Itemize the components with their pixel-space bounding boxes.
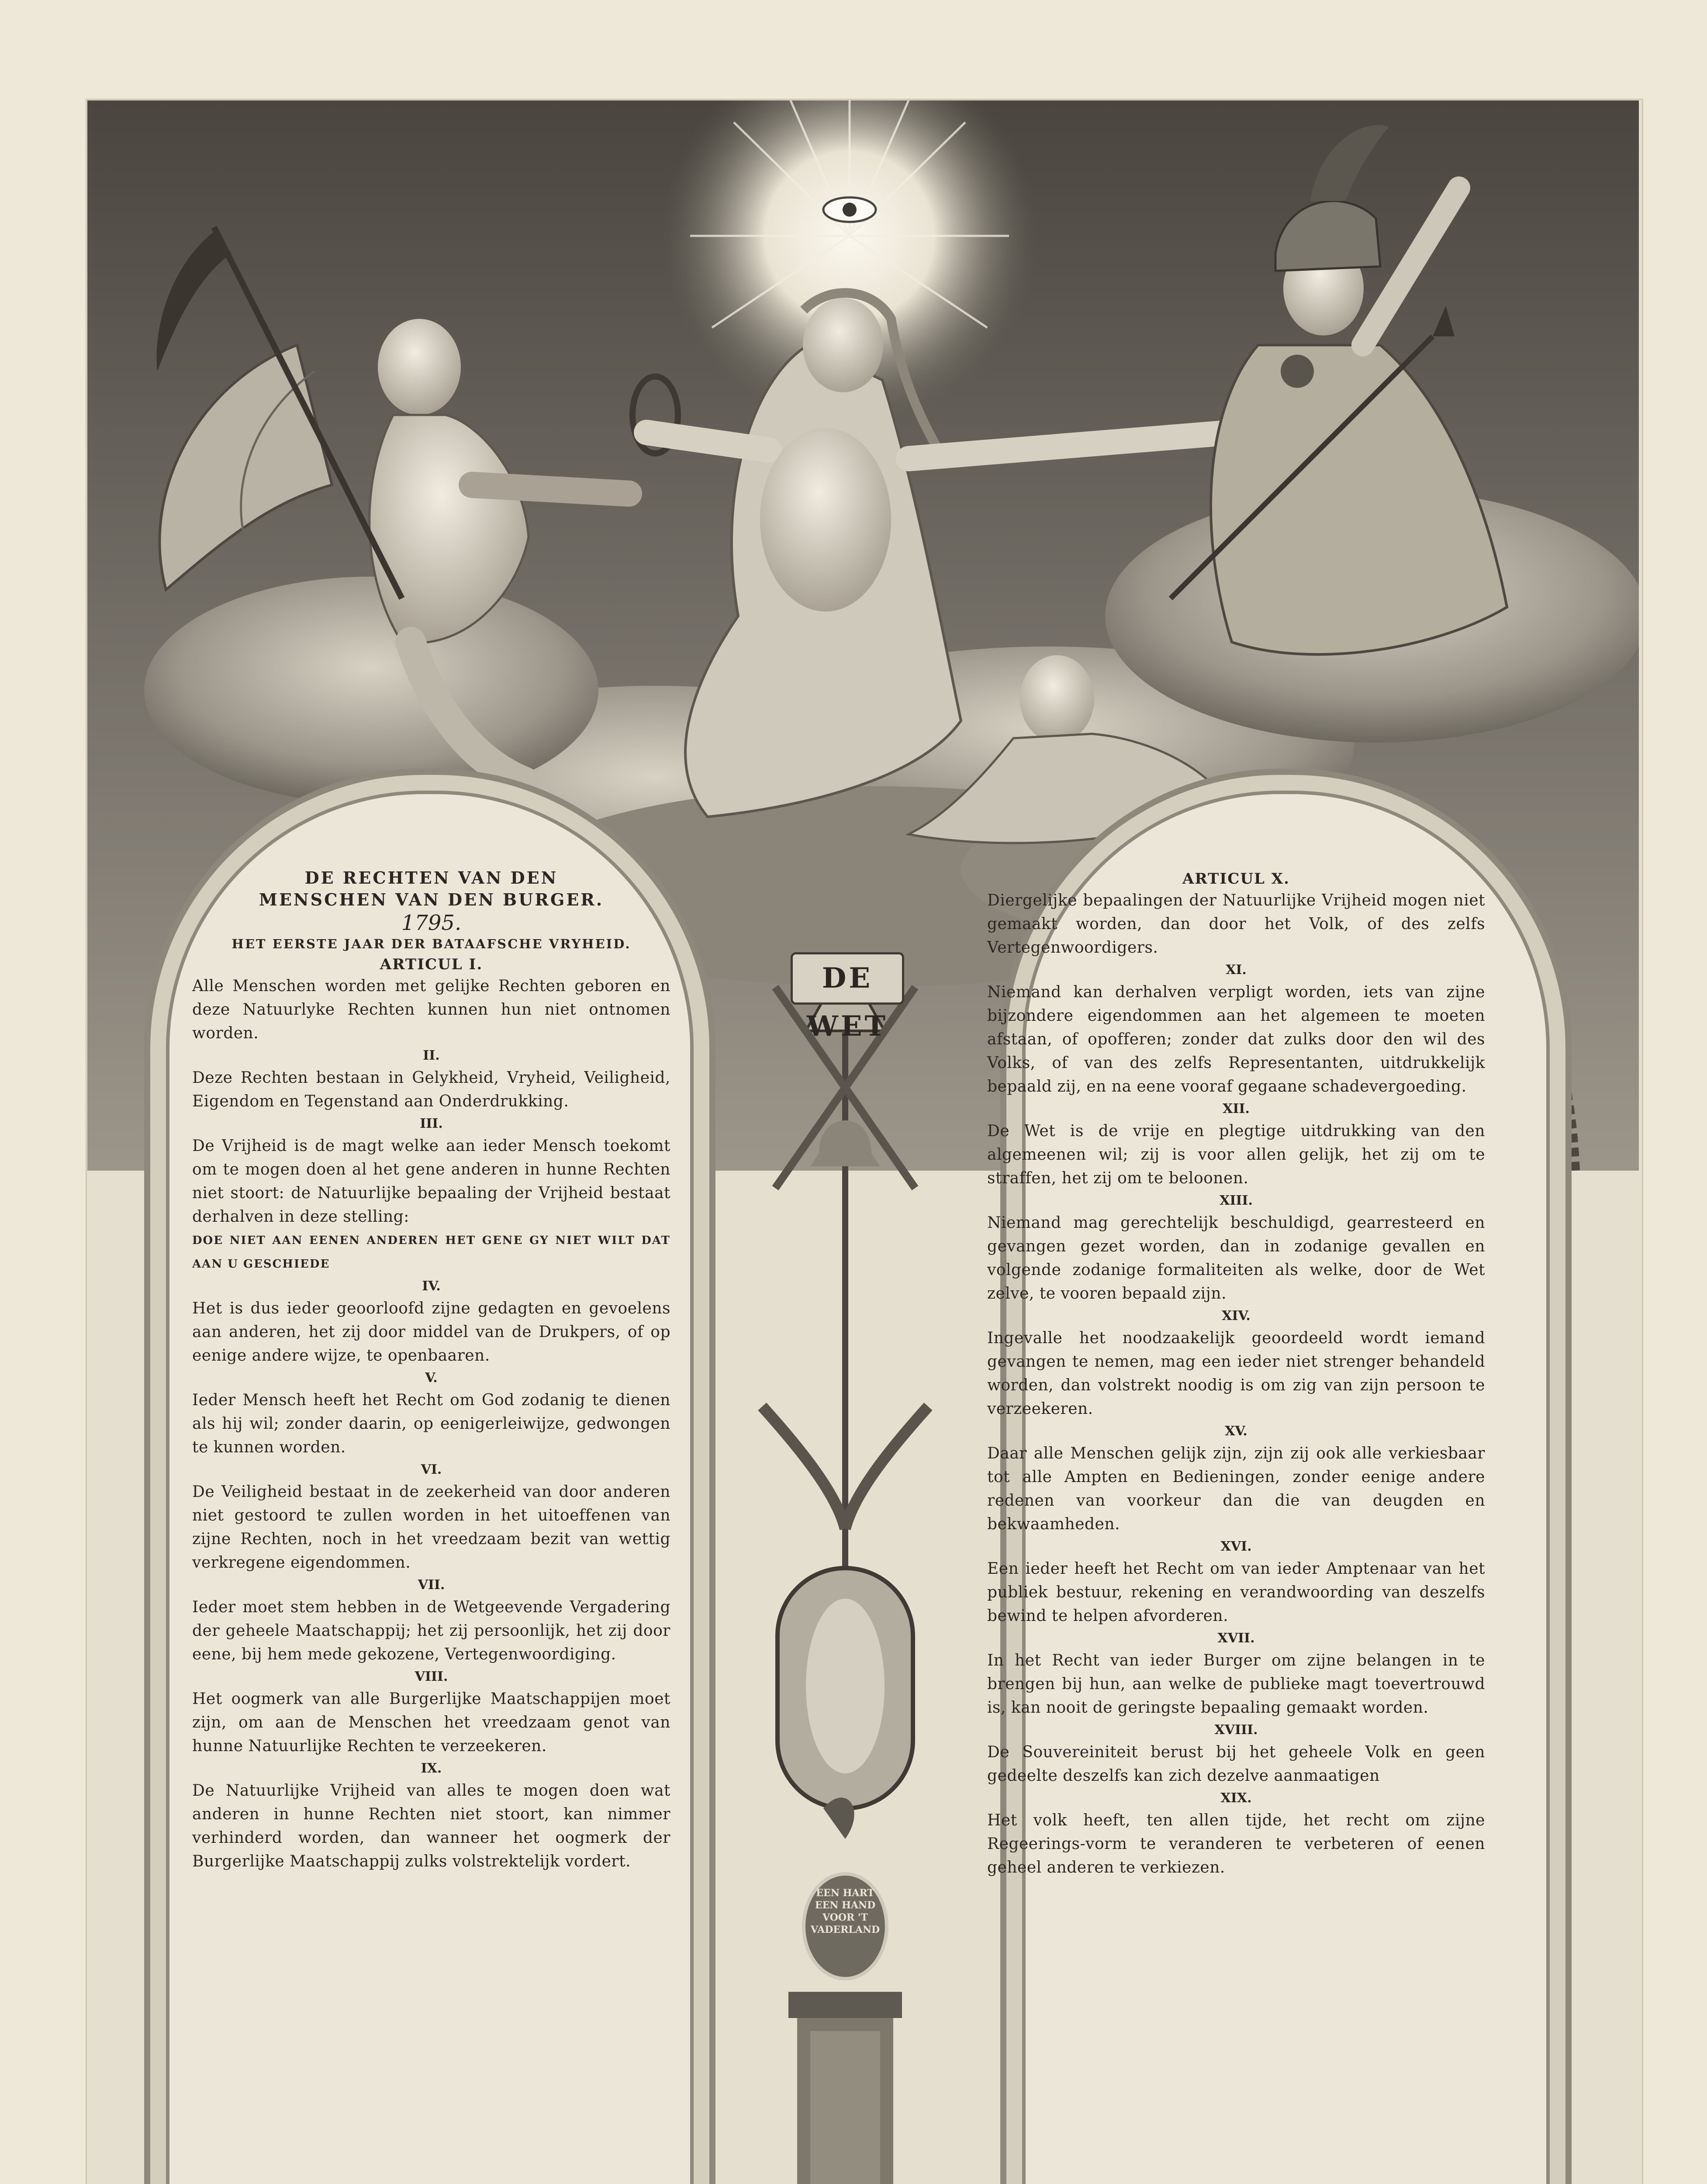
article-text: De Souvereiniteit berust bij het geheele Volk en geen gedeelte deszelfs kan zich dezelve aanmaatigen	[987, 1743, 1485, 1785]
declaration-year: 1795.	[401, 911, 462, 935]
article-number: XVI.	[1220, 1539, 1252, 1554]
declaration-title-line-1: DE RECHTEN VAN DEN	[304, 868, 558, 888]
right-tablet-text	[987, 867, 1485, 1880]
article-number: XIII.	[1220, 1193, 1253, 1208]
article-text: Daar alle Menschen gelijk zijn, zijn zij ook alle verkiesbaar tot alle Ampten en Bedieningen, zonder eenige andere redenen van voorkeur dan die van deugden en bekwaamheden.	[987, 1444, 1485, 1533]
article-number: XVII.	[1217, 1631, 1255, 1646]
article-number: VIII.	[415, 1669, 448, 1684]
article-number: V.	[425, 1370, 438, 1386]
article-number: III.	[420, 1116, 443, 1131]
article-text: Ieder moet stem hebben in de Wetgeevende Vergadering der geheele Maatschappij; het zij persoonlijk, het zij door eene, bij hem mede gekozene, Vertegenwoordiging.	[192, 1598, 670, 1663]
article-number: XV.	[1225, 1424, 1247, 1439]
central-pillar-emblem	[723, 961, 968, 2184]
article-text: In het Recht van ieder Burger om zijne belangen in te brengen bij hun, aan welke de publieke magt toevertrouwd is, kan nooit de geringste bepaaling gemaakt worden.	[987, 1652, 1485, 1717]
article-number: ARTICUL X.	[1182, 870, 1290, 888]
article-text: Een ieder heeft het Recht om van ieder Amptenaar van het publiek bestuur, rekening en verandwoording van deszelfs bewind te helpen afvorderen.	[987, 1560, 1485, 1625]
article-text: De Natuurlijke Vrijheid van alles te mogen doen wat anderen in hunne Rechten niet stoort, kan nimmer verhinderd worden, dan wanneer het oogmerk der Burgerlijke Maatschappij zulks volstrektelijk vordert.	[192, 1782, 670, 1870]
article-text: Diergelijke bepaalingen der Natuurlijke Vrijheid mogen niet gemaakt worden, dan door het Volk, of des zelfs Vertegenwoordigers.	[987, 892, 1485, 957]
article-text: Ingevalle het noodzaakelijk geoordeeld wordt iemand gevangen te nemen, mag een ieder niet strenger behandeld worden, dan volstrekt noodig is om zig van zijn persoon te verzeekeren.	[987, 1329, 1485, 1418]
article-text-caps: DOE NIET AAN EENEN ANDEREN HET GENE GY NIET WILT DAT AAN U GESCHIEDE	[192, 1234, 670, 1271]
article-text: Het oogmerk van alle Burgerlijke Maatschappijen moet zijn, om aan de Menschen het vreedzaam genot van hunne Natuurlijke Rechten te verzeekeren.	[192, 1690, 670, 1755]
article-text: Alle Menschen worden met gelijke Rechten geboren en deze Natuurlyke Rechten kunnen hun niet ontnomen worden.	[192, 977, 670, 1042]
article-number: XIV.	[1222, 1308, 1251, 1324]
article-number: XIX.	[1220, 1790, 1252, 1806]
article-number: II.	[423, 1048, 440, 1063]
article-number: XI.	[1226, 962, 1247, 978]
banner-text: DE WET	[806, 962, 888, 1043]
declaration-title-line-2: MENSCHEN VAN DEN BURGER.	[259, 890, 604, 909]
left-tablet-text	[192, 867, 670, 1873]
article-text: De Veiligheid bestaat in de zeekerheid van door anderen niet gestoord te zullen worden in het uitoeffenen van zijne Rechten, noch in het vreedzaam bezit van wettig verkregene eigendommen.	[192, 1483, 670, 1572]
article-text: Het is dus ieder geoorloofd zijne gedagten en gevoelens aan anderen, het zij door middel van de Drukpers, of op eenige andere wijze, te openbaaren.	[192, 1299, 670, 1365]
article-text: De Wet is de vrije en plegtige uitdrukking van den algemeenen wil; zij is voor allen gelijk, het zij om te straffen, het zij om te beloonen.	[987, 1122, 1485, 1187]
plaque-text: EEN HART EEN HAND VOOR 'T VADERLAND	[810, 1887, 880, 1935]
article-text: Ieder Mensch heeft het Recht om God zodanig te dienen als hij wil; zonder daarin, op eenigerleiwijze, gedwongen te kunnen worden.	[192, 1391, 670, 1456]
declaration-subtitle: HET EERSTE JAAR DER BATAAFSCHE VRYHEID.	[232, 936, 631, 951]
de-wet-banner	[791, 952, 904, 1043]
article-number: XVIII.	[1214, 1722, 1258, 1738]
article-text: Niemand kan derhalven verpligt worden, iets van zijne bijzondere eigendommen aan het algemeen te moeten afstaan, of opofferen; zonder dat zulks door den wil des Volks, of van des zelfs Representanten, uitdrukkelijk bepaald zij, en na eene vooraf gegaane schadevergoeding.	[987, 983, 1485, 1095]
article-text: Deze Rechten bestaan in Gelykheid, Vryheid, Veiligheid, Eigendom en Tegenstand aan Onderdrukking.	[192, 1069, 670, 1110]
article-number: VI.	[421, 1462, 442, 1477]
fatherland-plaque	[808, 1887, 882, 1936]
article-number: ARTICUL I.	[380, 956, 483, 973]
article-number: XII.	[1223, 1101, 1250, 1116]
heart-icon	[823, 1797, 854, 1839]
article-text: Het volk heeft, ten allen tijde, het recht om zijne Regeerings-vorm te veranderen te verbeteren of eenen geheel anderen te verkiezen.	[987, 1811, 1485, 1876]
article-number: IV.	[422, 1279, 441, 1294]
article-number: VII.	[418, 1577, 445, 1593]
article-text: Niemand mag gerechtelijk beschuldigd, gearresteerd en gevangen gezet worden, dan in zodanige gevallen en volgende zodanige formaliteiten als welke, door de Wet zelve, te vooren bepaald zijn.	[987, 1214, 1485, 1303]
article-text: De Vrijheid is de magt welke aan ieder Mensch toekomt om te mogen doen al het gene anderen in hunne Rechten niet stoort: de Natuurlijke bepaaling der Vrijheid bestaat derhalven in deze stelling:	[192, 1137, 670, 1226]
article-number: IX.	[421, 1761, 442, 1776]
